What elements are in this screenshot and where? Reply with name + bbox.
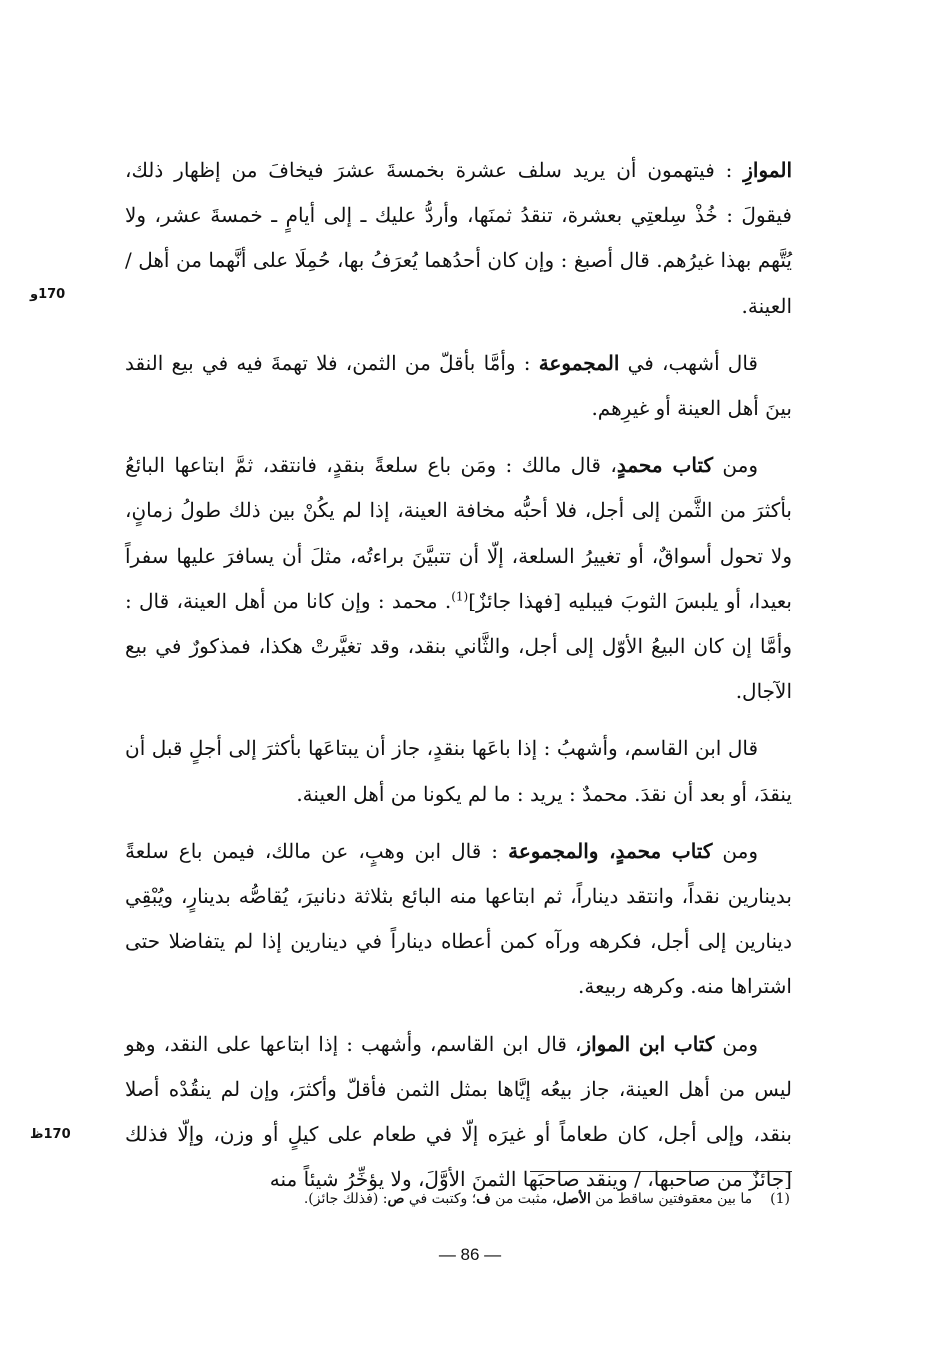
- bold-term: كتاب محمدٍ: [616, 453, 714, 478]
- paragraph-text: : فيتهمون أن يريد سلف عشرة بخمسةَ عشرَ فيخافَ من إظهار ذلك، فيقولَ : خُذْ سِلعتِي بعشرة، تنقدُ ثمنَها، وأردُّ عليك ـ إلى أيامٍ ـ خمسةَ عشر، ولا يُتَّهم بهذا غيرُهم. قال أصبغ : وإن كان أحدُهما يُعرَفُ بها، حُمِلَا على أنَّهما من أهل / العينة.: [125, 158, 792, 318]
- paragraph-text: قال ابن القاسم، وأشهبُ : إذا باعَها بنقدٍ، جاز أن يبتاعَها بأكثرَ إلى أجلٍ قبل أن ينقدَ، أو بعد أن نقدَ. محمدٌ : يريد : ما لم يكونا من أهل العينة.: [125, 736, 792, 806]
- footnote-text: : (فذلك جائز).: [303, 1191, 388, 1207]
- paragraph-text: ومن: [712, 838, 759, 863]
- paragraph-4: [125, 726, 792, 816]
- footnote-divider: [530, 1171, 792, 1172]
- margin-folio-verso: 170ظ: [30, 1127, 71, 1142]
- footnote-text: ما بين معقوفتين ساقط من: [590, 1191, 753, 1207]
- footnote-bold: ف: [476, 1191, 491, 1207]
- paragraph-text: . محمد : وإن كانا من أهل العينة، قال : وأمَّا إن كان البيعُ الأوّل إلى أجل، والثَّاني بنقد، وقد تغيَّرتْ هكذا، فمذكورٌ في بيع الآجال.: [125, 588, 792, 704]
- paragraph-text: ، قال ابن القاسم، وأشهب : إذا ابتاعها على النقد، وهو ليس من أهل العينة، جاز بيعُه إيَّاها بمثل الثمن فأقلّ وأكثرَ، وإن لم ينقُدْه أصلا بنقد، وإلى أجل، كان طعاماً أو غيرَه إلّا في طعام على كيلٍ أو وزن، وإلّا فذلك [جائزٌ من صاحبها، / وينقد صاحبَها الثمنَ الأوَّلَ، ولا يؤخِّرُ شيئاً منه: [125, 1031, 792, 1192]
- paragraph-text: : قال ابن وهبٍ، عن مالك، فيمن باع سلعةً بدينارين نقداً، وانتقد ديناراً، ثم ابتاعها منه البائع بثلاثة دنانيرَ، يُقاصُّه بدينارٍ، ويُبْقِي دينارين إلى أجل، فكرهه ورآه كمن أعطاه ديناراً في دينارين إذا لم يتفاضلا حتى اشتراها منه. وكرهه ربيعة.: [125, 838, 792, 999]
- paragraph-5: [125, 829, 792, 1010]
- bold-term: المجموعة: [538, 350, 620, 375]
- footnote-reference[interactable]: (1): [451, 589, 469, 604]
- paragraph-3: [125, 443, 792, 714]
- paragraph-6: [125, 1022, 792, 1203]
- main-text-block: [125, 148, 792, 1214]
- footnote-bold: الأصل: [556, 1191, 591, 1207]
- bold-term: كتاب ابن المواز: [581, 1031, 715, 1056]
- paragraph-text: ومن: [714, 1031, 759, 1056]
- paragraph-1: [125, 148, 792, 329]
- footnote-number: (1): [770, 1191, 790, 1207]
- footnote-text: ، مثبت من: [490, 1191, 557, 1207]
- page-number: — 86 —: [438, 1245, 502, 1264]
- paragraph-text: ، قال مالك : ومَن باع سلعةً بنقدٍ، فانتقد، ثمَّ ابتاعها البائعُ بأكثرَ من الثَّمن إلى أجل، فلا أحبُّه مخافة العينة، إذا لم يكُنْ بين ذلك طولُ زمانٍ، ولا تحول أسواقٌ، أو تغييرُ السلعة، إلّا أن تتبيَّنَ براءتُه، مثلَ أن يسافرَ عليها سفراً بعيدا، أو يلبسَ الثوبَ فيبليه [فهذا جائزٌ]: [125, 453, 792, 613]
- bold-term: الموازِ: [743, 158, 792, 182]
- paragraph-text: قال أشهب، في: [619, 350, 758, 375]
- footnote-text: ؛ وكتبت في: [404, 1191, 477, 1207]
- footnote-bold: ص: [387, 1191, 405, 1207]
- margin-folio-recto: 170و: [30, 287, 66, 302]
- bold-term: كتاب محمدٍ، والمجموعة: [508, 838, 713, 863]
- paragraph-2: [125, 341, 792, 431]
- paragraph-text: ومن: [713, 453, 759, 478]
- footnote: [120, 1187, 790, 1211]
- paragraph-text: : وأمَّا بأقلّ من الثمن، فلا تهمةَ فيه في بيع النقد بينَ أهل العينة أو غيرِهم.: [125, 350, 792, 421]
